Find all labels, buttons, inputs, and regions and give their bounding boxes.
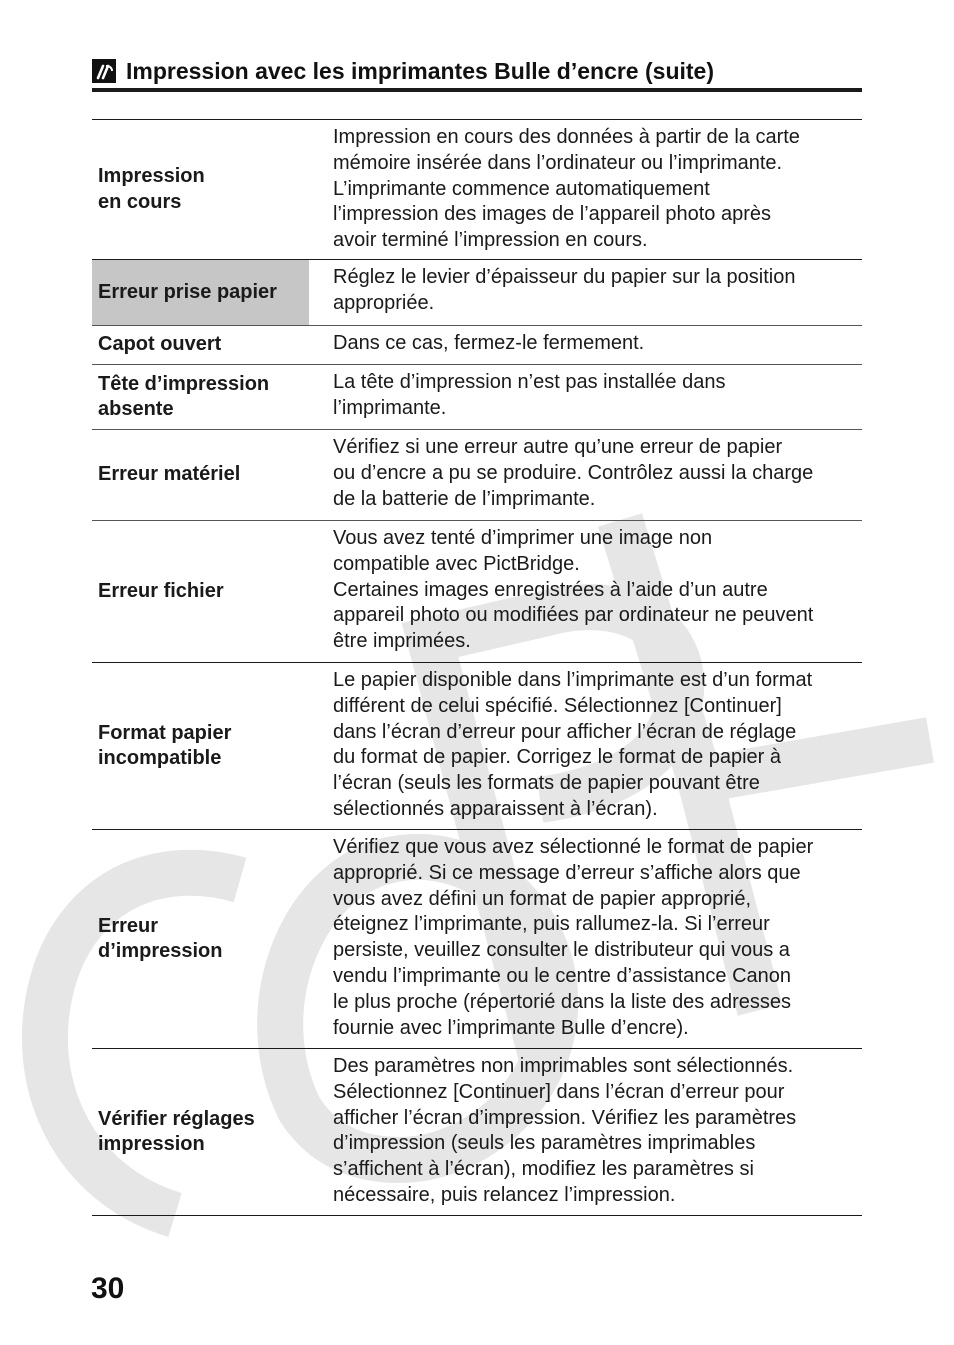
description-line: vendu l’imprimante ou le centre d’assistance Canon [333, 964, 792, 987]
error-label: Capot ouvert [98, 333, 222, 356]
table-row [92, 430, 862, 521]
description-line: ou d’encre a pu se produire. Contrôlez aussi la charge [333, 461, 814, 484]
table-row [92, 521, 862, 663]
header-rule [92, 88, 862, 92]
table-row [92, 830, 862, 1049]
description-line: le plus proche (répertorié dans la liste des adresses [333, 990, 792, 1013]
error-description [309, 260, 862, 325]
description-line: La tête d’impression n’est pas installée dans [333, 371, 726, 393]
error-label: Vérifier réglages impression [98, 1107, 255, 1155]
error-description [309, 430, 862, 520]
description-line: l’impression des images de l’appareil photo après [333, 203, 772, 226]
description-line: dans l’écran d’erreur pour afficher l’écran de réglage [333, 720, 797, 743]
page-number: 30 [91, 1272, 125, 1305]
description-line: Sélectionnez [Continuer] dans l’écran d’erreur pour [333, 1080, 785, 1103]
section-header [92, 52, 862, 90]
error-description [309, 663, 862, 829]
description-line: persiste, veuillez consulter le distributeur qui vous a [333, 939, 790, 962]
error-label: Erreur prise papier [92, 260, 309, 325]
error-label: Format papier incompatible [98, 721, 232, 769]
error-label: Impression en cours [98, 165, 205, 213]
description-line: approprié. Si ce message d’erreur s’affiche alors que [333, 861, 801, 884]
description-line: fournie avec l’imprimante Bulle d’encre). [333, 1016, 689, 1039]
table-row [92, 1049, 862, 1216]
description-line: sélectionnés apparaissent à l’écran). [333, 797, 658, 820]
description-line: du format de papier. Corrigez le format de papier à [333, 746, 782, 769]
error-label: Tête d’impression absente [98, 372, 270, 420]
description-line: différent de celui spécifié. Sélectionnez [Continuer] [333, 694, 782, 717]
description-line: l’imprimante. [333, 396, 447, 419]
description-line: être imprimées. [333, 630, 471, 653]
description-line: Vérifiez si une erreur autre qu’une erreur de papier [333, 436, 783, 458]
description-line: l’écran (seuls les formats de papier pouvant être [333, 772, 760, 795]
description-line: d’impression (seuls les paramètres imprimables [333, 1132, 756, 1155]
description-line: Impression en cours des données à partir de la carte [333, 126, 800, 148]
description-line: Des paramètres non imprimables sont sélectionnés. [333, 1055, 794, 1077]
table-row [92, 365, 862, 430]
description-line: avoir terminé l’impression en cours. [333, 229, 648, 252]
error-description [309, 120, 862, 259]
description-line: mémoire insérée dans l’ordinateur ou l’imprimante. [333, 151, 783, 174]
error-description [309, 326, 862, 364]
description-line: appropriée. [333, 291, 435, 314]
description-line: éteignez l’imprimante, puis rallumez-la. Si l’erreur [333, 913, 770, 936]
description-line: Vous avez tenté d’imprimer une image non [333, 527, 713, 549]
error-label: Erreur matériel [98, 463, 241, 486]
error-label: Erreur fichier [98, 579, 224, 602]
description-line: Certaines images enregistrées à l’aide d’un autre [333, 578, 768, 601]
description-line: L’imprimante commence automatiquement [333, 177, 710, 200]
table-row [92, 260, 862, 326]
section-title: Impression avec les imprimantes Bulle d’encre (suite) [126, 57, 714, 84]
description-line: afficher l’écran d’impression. Vérifiez les paramètres [333, 1106, 797, 1129]
description-line: Le papier disponible dans l’imprimante est d’un format [333, 669, 813, 691]
description-line: appareil photo ou modifiées par ordinateur ne peuvent [333, 604, 814, 627]
description-line: Réglez le levier d’épaisseur du papier sur la position [333, 266, 796, 288]
table-row [92, 663, 862, 830]
description-line: s’affichent à l’écran), modifiez les paramètres si [333, 1158, 754, 1181]
error-label: Erreur d’impression [98, 914, 223, 962]
description-line: Dans ce cas, fermez-le fermement. [333, 332, 645, 354]
description-line: nécessaire, puis relancez l’impression. [333, 1183, 676, 1206]
table-row [92, 326, 862, 365]
error-message-table [92, 119, 862, 1216]
description-line: de la batterie de l’imprimante. [333, 487, 596, 510]
error-description [309, 1049, 862, 1215]
table-row [92, 120, 862, 260]
error-description [309, 365, 862, 429]
description-line: compatible avec PictBridge. [333, 552, 580, 575]
description-line: Vérifiez que vous avez sélectionné le format de papier [333, 836, 814, 858]
canon-printer-icon [92, 59, 116, 83]
description-line: vous avez défini un format de papier approprié, [333, 887, 752, 910]
error-description [309, 830, 862, 1048]
error-description [309, 521, 862, 662]
